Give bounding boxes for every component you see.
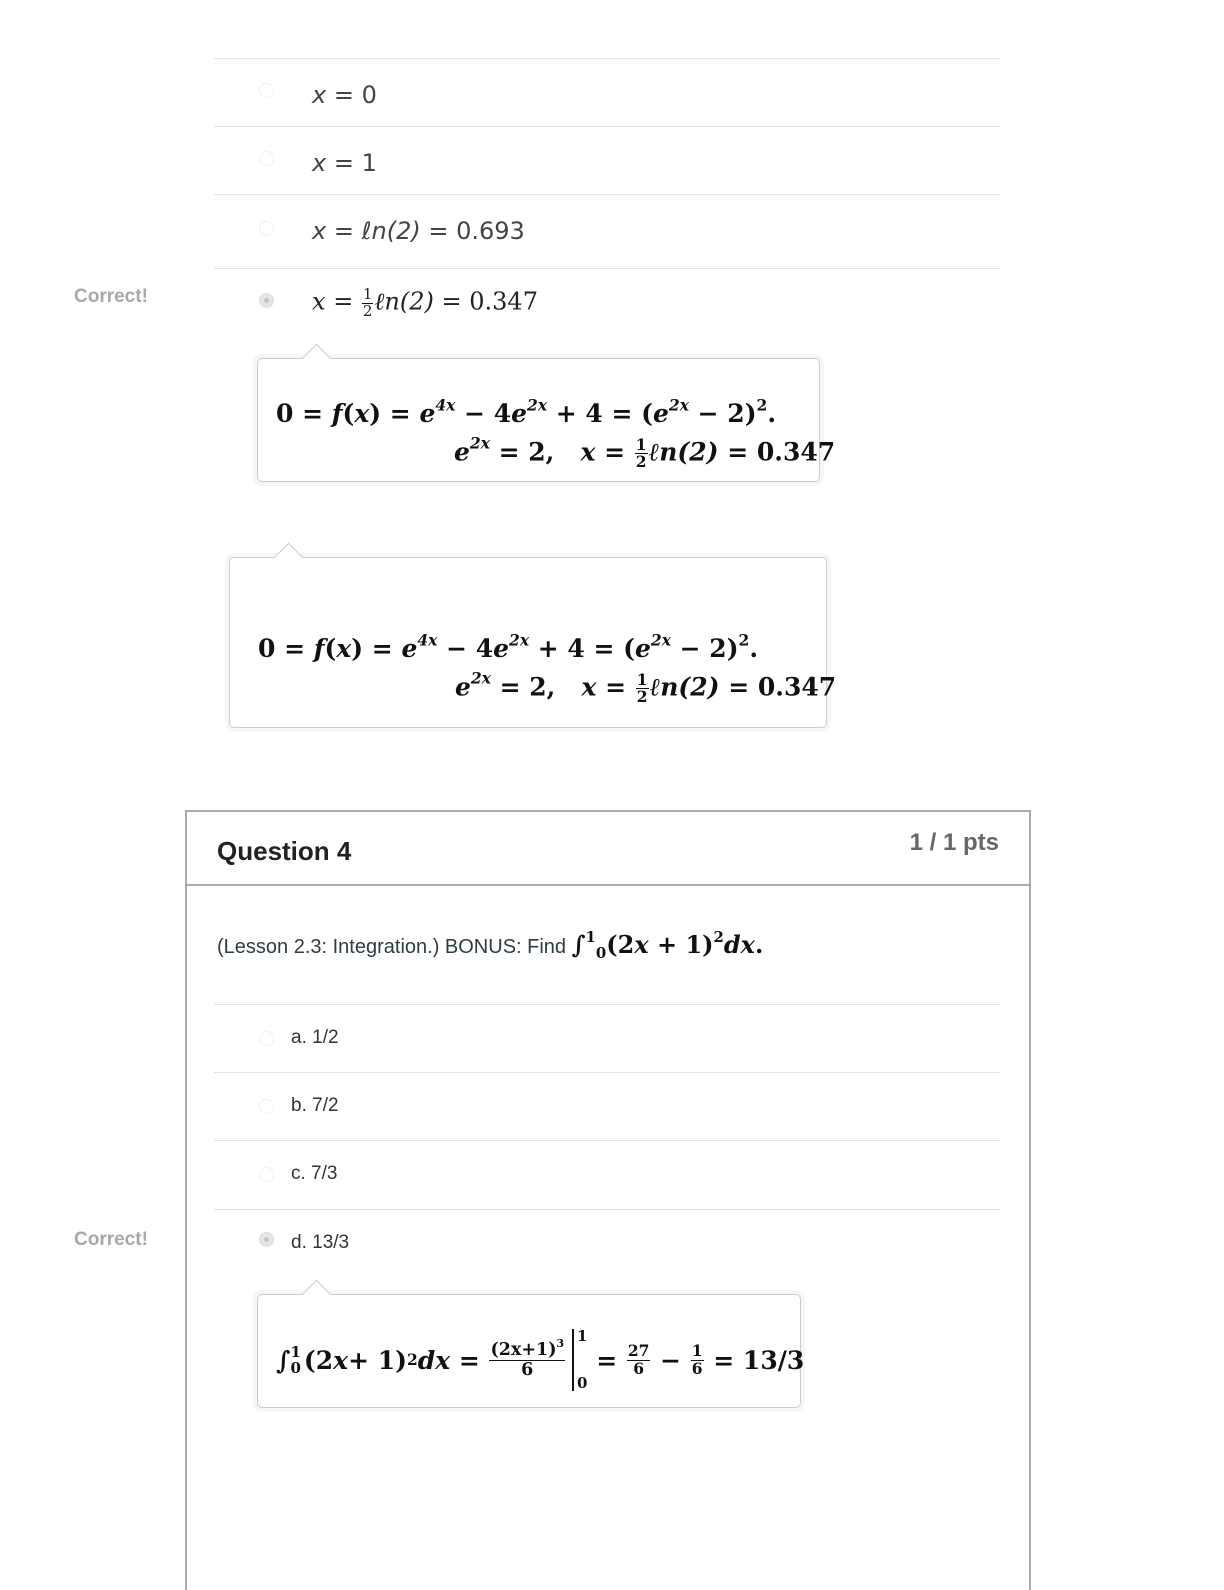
answer-text: x = 1 bbox=[312, 149, 377, 177]
answer-text: a. 1/2 bbox=[291, 1027, 339, 1048]
answer-comment-bubble bbox=[257, 358, 836, 482]
comment-equation-line-2: $e^{2x} = 2$, x = $\frac{1}{2}$ ℓn(2) = 0.347 bbox=[454, 433, 836, 472]
answer-radio[interactable] bbox=[259, 1031, 274, 1046]
answer-row-c[interactable] bbox=[214, 1140, 1000, 1209]
answer-text: x = 0 bbox=[312, 81, 377, 109]
answer-text: c. 7/3 bbox=[291, 1163, 338, 1184]
answer-radio[interactable] bbox=[259, 221, 274, 236]
answer-row-a[interactable] bbox=[214, 1004, 1000, 1073]
comment-solution-equation: ∫ 1 0 (2 x + 1) 2 dx = $\frac{(2x+1)^3}{6}$ 1 0 = $\frac{27}{6}$ − $\frac{1}{6}$ = 13/3 bbox=[276, 1327, 805, 1392]
answer-row-b[interactable] bbox=[214, 1072, 1000, 1141]
answer-comment-bubble bbox=[257, 1294, 805, 1408]
question-header bbox=[187, 812, 1029, 886]
correct-flag: Correct! bbox=[74, 1229, 148, 1250]
question-prompt: (Lesson 2.3: Integration.) BONUS: Find $\int^1_0(2x + 1)^2dx$. bbox=[217, 927, 764, 963]
answer-row-x-ln2[interactable] bbox=[214, 194, 1000, 269]
question-comment-bubble bbox=[229, 557, 837, 728]
comment-equation-line-1: $0 = f(x) = e^{4x} - 4e^{2x} + 4 = (e^{2x} - 2)^2$. bbox=[258, 630, 759, 663]
correct-flag: Correct! bbox=[74, 286, 148, 307]
answer-radio[interactable] bbox=[259, 1167, 274, 1182]
prompt-integral: $\int^1_0(2x + 1)^2dx$. bbox=[571, 927, 764, 963]
question-title: Question 4 bbox=[217, 836, 352, 866]
answer-row-x-1[interactable] bbox=[214, 126, 1000, 195]
bubble-pointer bbox=[274, 543, 304, 573]
answer-text: x = ℓn(2) = 0.693 bbox=[312, 217, 525, 245]
answer-radio-selected[interactable] bbox=[259, 1232, 274, 1247]
answer-radio[interactable] bbox=[259, 151, 274, 166]
answer-text: d. 13/3 bbox=[291, 1232, 350, 1253]
answer-row-d[interactable] bbox=[214, 1209, 1000, 1278]
answer-row-x-0[interactable] bbox=[214, 58, 1000, 127]
answer-radio[interactable] bbox=[259, 1099, 274, 1114]
comment-equation-line-1: $0 = f(x) = e^{4x} - 4e^{2x} + 4 = (e^{2x} - 2)^2$. bbox=[276, 395, 777, 428]
answer-radio[interactable] bbox=[259, 83, 274, 98]
comment-equation-line-2: $e^{2x} = 2$, x = $\frac{1}{2}$ ℓn(2) = 0.347 bbox=[455, 668, 837, 707]
bubble-pointer bbox=[302, 344, 332, 374]
answer-row-x-half-ln2[interactable] bbox=[214, 268, 1000, 339]
question-points: 1 / 1 pts bbox=[909, 829, 999, 856]
answer-radio-selected[interactable] bbox=[259, 293, 274, 308]
answer-text: x = $\frac{1}{2}$ ℓn(2) = 0.347 bbox=[312, 285, 538, 320]
answer-text: b. 7/2 bbox=[291, 1095, 339, 1116]
